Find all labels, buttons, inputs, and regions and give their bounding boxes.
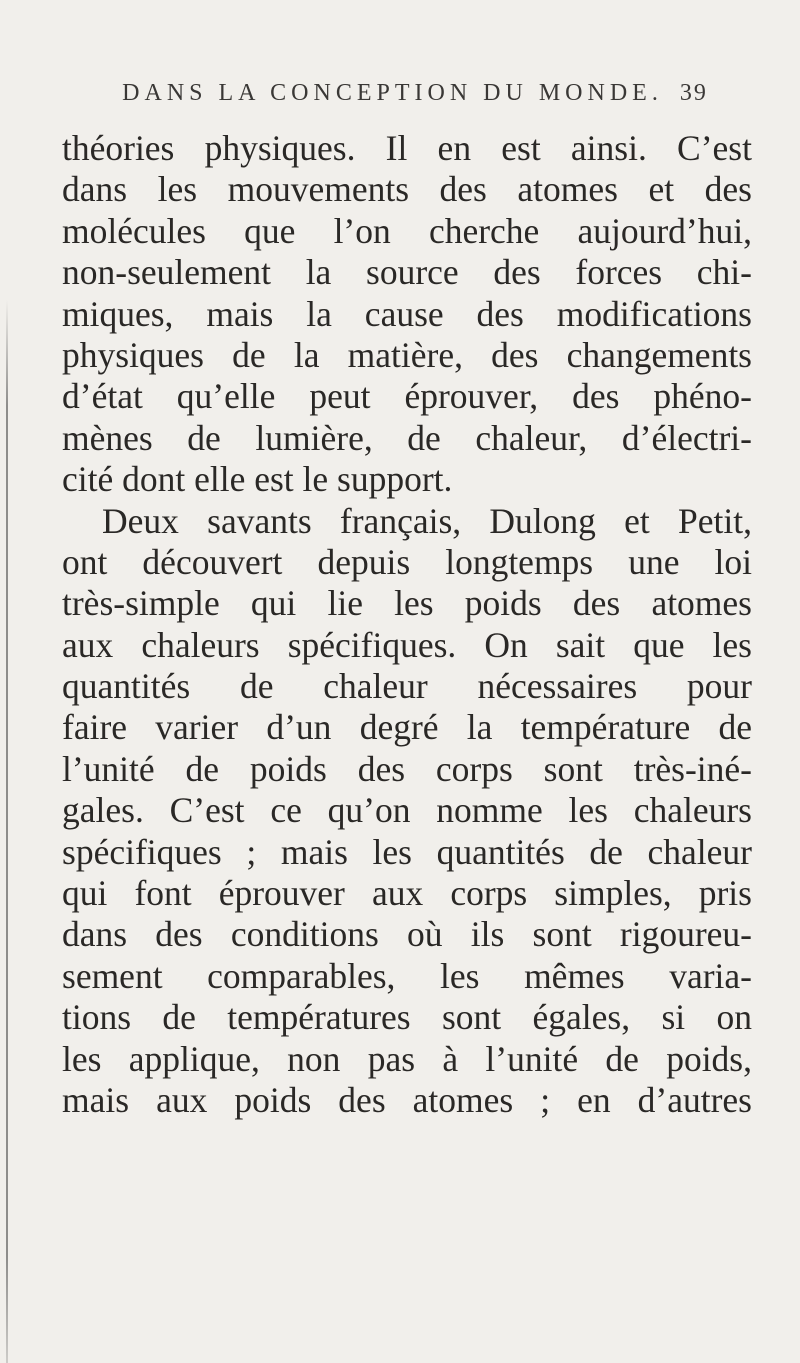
paragraph-2	[62, 501, 752, 1122]
text-line: mènes de lumière, de chaleur, d’électri-	[62, 417, 752, 458]
page-binding-edge	[6, 300, 8, 1363]
text-line: miques, mais la cause des modifications	[62, 293, 752, 334]
text-line: Deux savants français, Dulong et Petit,	[102, 500, 752, 541]
text-line: aux chaleurs spécifiques. On sait que les	[62, 624, 752, 665]
page-number: 39	[679, 80, 708, 106]
paragraph-1	[62, 128, 752, 501]
text-line: faire varier d’un degré la température de	[62, 707, 752, 748]
text-line: mais aux poids des atomes ; en d’autres	[62, 1079, 752, 1120]
text-line: dans les mouvements des atomes et des	[62, 169, 752, 210]
text-line: dans des conditions où ils sont rigoureu-	[62, 914, 752, 955]
text-line: théories physiques. Il en est ainsi. C’est	[62, 128, 752, 168]
text-line: cité dont elle est le support.	[62, 459, 453, 500]
text-line: très-simple qui lie les poids des atomes	[62, 583, 752, 624]
text-line: ont découvert depuis longtemps une loi	[62, 541, 752, 582]
text-line: tions de températures sont égales, si on	[62, 997, 752, 1038]
text-line: les applique, non pas à l’unité de poids,	[62, 1038, 752, 1079]
text-line: l’unité de poids des corps sont très-iné-	[62, 748, 752, 789]
text-line: sement comparables, les mêmes varia-	[62, 955, 752, 996]
text-line: physiques de la matière, des changements	[62, 334, 752, 375]
page-body	[62, 128, 752, 1121]
text-line: qui font éprouver aux corps simples, pris	[62, 873, 752, 914]
text-line: non-seulement la source des forces chi-	[62, 252, 752, 293]
text-line: quantités de chaleur nécessaires pour	[62, 666, 752, 707]
text-line: spécifiques ; mais les quantités de chaleur	[62, 831, 752, 872]
running-header	[100, 80, 730, 107]
running-title: DANS LA CONCEPTION DU MONDE.	[122, 80, 663, 106]
text-line: d’état qu’elle peut éprouver, des phéno-	[62, 376, 752, 417]
text-line: molécules que l’on cherche aujourd’hui,	[62, 210, 752, 251]
text-line: gales. C’est ce qu’on nomme les chaleurs	[62, 790, 752, 831]
